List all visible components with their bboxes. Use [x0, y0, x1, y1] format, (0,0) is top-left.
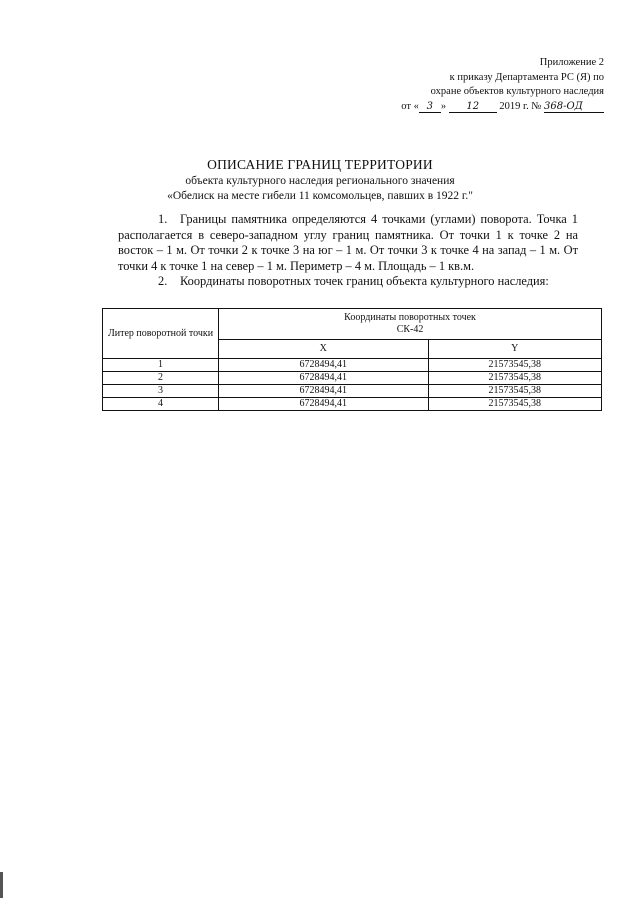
cell-y: 21573545,38 — [428, 398, 601, 411]
table-row — [103, 359, 602, 372]
header-coordinates-line1: Координаты поворотных точек — [344, 312, 476, 323]
handwritten-day: 3 — [419, 101, 441, 113]
document-title: ОПИСАНИЕ ГРАНИЦ ТЕРРИТОРИИ — [207, 157, 433, 172]
cell-point: 3 — [103, 385, 219, 398]
paragraph-1-text: Границы памятника определяются 4 точками (углами) поворота. Точка 1 располагается в северо-западном углу границ памятника. От точки 1 к точке 2 на восток – 1 м. От точки 2 к точке 3 на юг – 1 м. От точки 3 к точке 4 на запад – 1 м. От точки 4 к точке 1 на север – 1 м. Периметр – 4 м. Площадь – 1 кв.м. — [118, 212, 578, 273]
document-subtitle-1: объекта культурного наследия регионального значения — [185, 175, 455, 187]
appendix-order-ref: к приказу Департамента РС (Я) по — [449, 71, 604, 83]
appendix-date-line — [364, 100, 604, 115]
date-prefix: от « — [401, 100, 419, 112]
table-row — [103, 385, 602, 398]
handwritten-order-number: 368-ОД — [544, 101, 604, 113]
document-title-block — [0, 156, 640, 204]
paragraph-2-text: Координаты поворотных точек границ объекта культурного наследия: — [180, 274, 549, 288]
document-body — [118, 212, 578, 290]
header-y: Y — [428, 340, 601, 359]
appendix-department: охране объектов культурного наследия — [430, 86, 604, 97]
header-x: X — [219, 340, 428, 359]
cell-point: 4 — [103, 398, 219, 411]
cell-x: 6728494,41 — [219, 385, 428, 398]
cell-x: 6728494,41 — [219, 372, 428, 385]
paragraph-2 — [118, 274, 578, 290]
paragraph-1-number: 1. — [158, 212, 168, 226]
paragraph-2-number: 2. — [158, 274, 168, 288]
cell-point: 1 — [103, 359, 219, 372]
date-mid: » — [440, 100, 447, 112]
appendix-title: Приложение 2 — [539, 57, 604, 68]
cell-y: 21573545,38 — [428, 372, 601, 385]
date-year-text: 2019 г. № — [499, 100, 542, 112]
handwritten-month: 12 — [449, 101, 497, 113]
header-point-label: Литер поворотной точки — [103, 309, 219, 359]
table-row — [103, 372, 602, 385]
scan-edge-mark — [0, 872, 3, 898]
cell-y: 21573545,38 — [428, 385, 601, 398]
cell-x: 6728494,41 — [219, 398, 428, 411]
cell-y: 21573545,38 — [428, 359, 601, 372]
cell-point: 2 — [103, 372, 219, 385]
paragraph-1 — [118, 212, 578, 274]
document-subtitle-2: «Обелиск на месте гибели 11 комсомольцев, павших в 1922 г." — [167, 190, 473, 202]
cell-x: 6728494,41 — [219, 359, 428, 372]
coordinates-table — [102, 308, 602, 411]
header-coordinates — [219, 309, 602, 340]
header-coordinates-line2: СК-42 — [396, 324, 424, 335]
appendix-header — [364, 56, 604, 114]
table-row — [103, 398, 602, 411]
